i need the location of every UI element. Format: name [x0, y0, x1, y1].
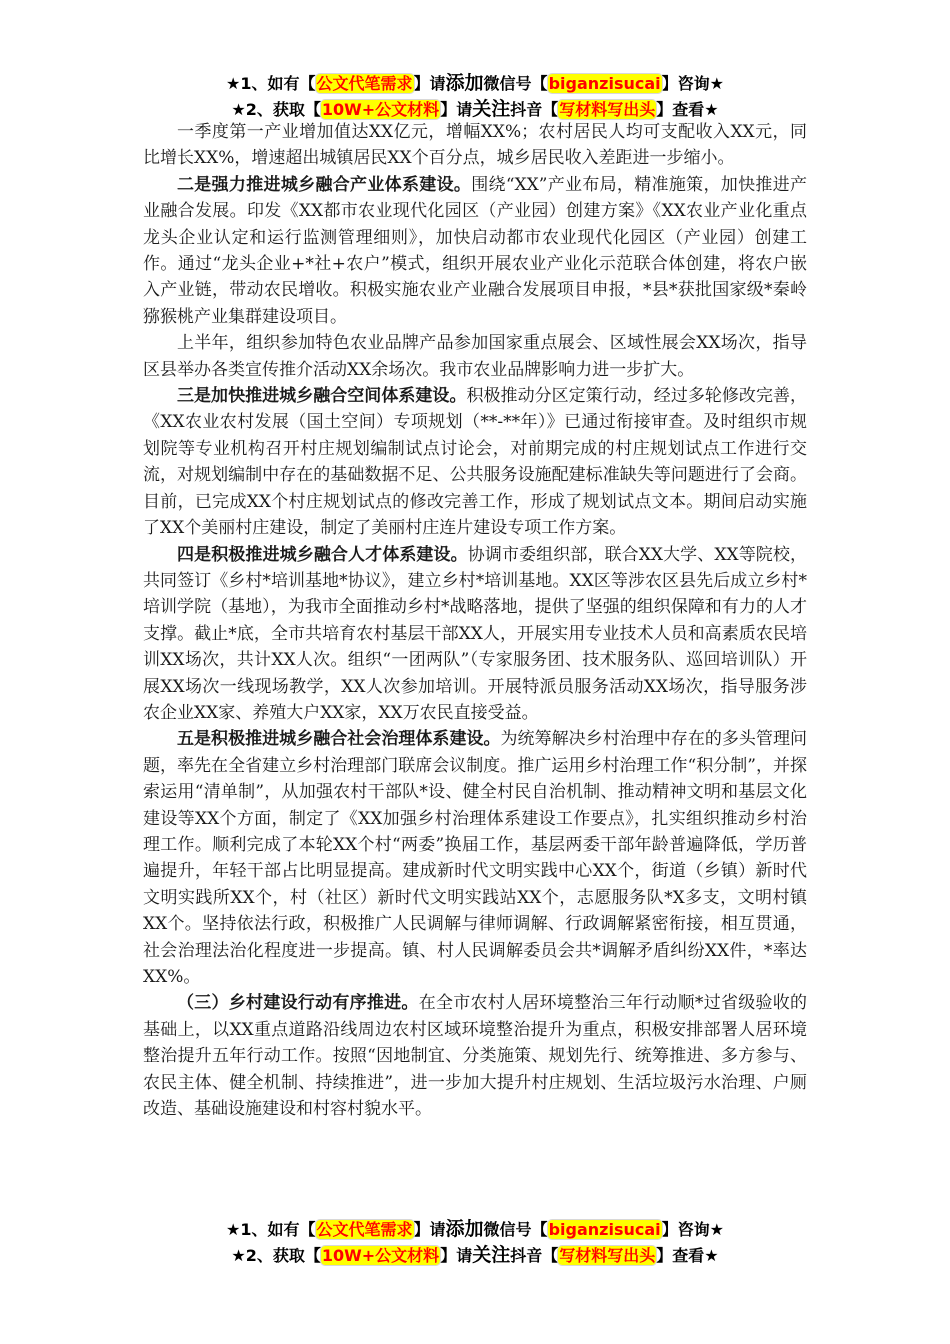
section-heading: 二是强力推进城乡融合产业体系建设。	[177, 174, 472, 195]
top-banner	[0, 70, 950, 122]
highlight-douyin: 写材料写出头	[559, 1246, 656, 1265]
paragraph-4: 三是加快推进城乡融合空间体系建设。积极推动分区定策行动，经过多轮修改完善，《XX农业农村发展（国土空间）专项规划（**-**年）》已通过衔接审查。及时组织市规划院等专业机构召开村庄规划编制试点讨论会，对前期完成的村庄规划试点工作进行交流，对规划编制中存在的基础数据不足、公共服务设施配建标准缺失等问题进行了会商。目前，已完成XX个村庄规划试点的修改完善工作，形成了规划试点文本。期间启动实施了XX个美丽村庄建设，制定了美丽村庄连片建设专项工作方案。	[143, 386, 808, 539]
section-heading: 五是积极推进城乡融合社会治理体系建设。	[177, 729, 501, 750]
highlight-materials: 10W+公文材料	[321, 100, 440, 119]
highlight-service: 公文代笔需求	[316, 74, 413, 93]
banner-line-2: ★2、获取【10W+公文材料】请关注抖音【写材料写出头】查看★	[231, 98, 719, 120]
section-heading: 三是加快推进城乡融合空间体系建设。	[177, 386, 467, 407]
paragraph-1: 一季度第一产业增加值达XX亿元，增幅XX%；农村居民人均可支配收入XX元，同比增长XX%，增速超出城镇居民XX个百分点，城乡居民收入差距进一步缩小。	[143, 122, 807, 169]
highlight-wechat-id: biganzisucai	[548, 74, 661, 93]
paragraph-6: 五是积极推进城乡融合社会治理体系建设。为统筹解决乡村治理中存在的多头管理问题，率先在全省建立乡村治理部门联席会议制度。推广运用乡村治理工作“积分制”，并探索运用“清单制”，从加强农村干部队*设、健全村民自治机制、推动精神文明和基层文化建设等XX个方面，制定了《XX加强乡村治理体系建设工作要点》，扎实组织推动乡村治理工作。顺利完成了本轮XX个村“两委”换届工作，基层两委干部年龄普遍降低，学历普遍提升，年轻干部占比明显提高。建成新时代文明实践中心XX个，街道（乡镇）新时代文明实践所XX个，村（社区）新时代文明实践站XX个，志愿服务队*X多支，文明村镇XX个。坚持依法行政，积极推广人民调解与律师调解、行政调解紧密衔接，相互贯通，社会治理法治化程度进一步提高。镇、村人民调解委员会共*调解矛盾纠纷XX件，*率达XX%。	[143, 729, 808, 987]
highlight-wechat-id: biganzisucai	[548, 1220, 661, 1239]
highlight-douyin: 写材料写出头	[559, 100, 656, 119]
section-heading: （三）乡村建设行动有序推进。	[177, 993, 419, 1014]
section-heading: 四是积极推进城乡融合人才体系建设。	[177, 544, 468, 565]
paragraph-5: 四是积极推进城乡融合人才体系建设。协调市委组织部，联合XX大学、XX等院校，共同签订《乡村*培训基地*协议》，建立乡村*培训基地。XX区等涉农区县先后成立乡村*培训学院（基地），为我市全面推动乡村*战略落地，提供了坚强的组织保障和有力的人才支撑。截止*底，全市共培育农村基层干部XX人，开展实用专业技术人员和高素质农民培训XX场次，共计XX人次。组织“一团两队”（专家服务团、技术服务队、巡回培训队）开展XX场次一线现场教学，XX人次参加培训。开展特派员服务活动XX场次，指导服务涉农企业XX家、养殖大户XX家，XX万农民直接受益。	[143, 544, 807, 723]
highlight-service: 公文代笔需求	[316, 1220, 413, 1239]
paragraph-2: 二是强力推进城乡融合产业体系建设。围绕“XX”产业布局，精准施策，加快推进产业融合发展。印发《XX都市农业现代化园区（产业园）创建方案》《XX农业产业化重点龙头企业认定和运行监测管理细则》，加快启动都市农业现代化园区（产业园）创建工作。通过“龙头企业+*社+农户”模式，组织开展农业产业化示范联合体创建，将农户嵌入产业链，带动农民增收。积极实施农业产业融合发展项目申报，*县*获批国家级*秦岭猕猴桃产业集群建设项目。	[143, 174, 807, 327]
banner-line-1: ★1、如有【公文代笔需求】请添加微信号【biganzisucai】咨询★	[226, 1218, 724, 1240]
paragraph-7: （三）乡村建设行动有序推进。在全市农村人居环境整治三年行动顺*过省级验收的基础上，以XX重点道路沿线周边农村区域环境整治提升为重点，积极安排部署人居环境整治提升五年行动工作。按照“因地制宜、分类施策、规划先行、统筹推进、多方参与、农民主体、健全机制、持续推进”，进一步加大提升村庄规划、生活垃圾污水治理、户厕改造、基础设施建设和村容村貌水平。	[143, 993, 808, 1120]
banner-line-1: ★1、如有【公文代笔需求】请添加微信号【biganzisucai】咨询★	[226, 72, 724, 94]
highlight-materials: 10W+公文材料	[321, 1246, 440, 1265]
body-text	[143, 119, 807, 1122]
banner-line-2: ★2、获取【10W+公文材料】请关注抖音【写材料写出头】查看★	[231, 1244, 719, 1266]
bottom-banner	[0, 1216, 950, 1268]
paragraph-3: 上半年，组织参加特色农业品牌产品参加国家重点展会、区域性展会XX场次，指导区县举办各类宣传推介活动XX余场次。我市农业品牌影响力进一步扩大。	[143, 333, 807, 380]
